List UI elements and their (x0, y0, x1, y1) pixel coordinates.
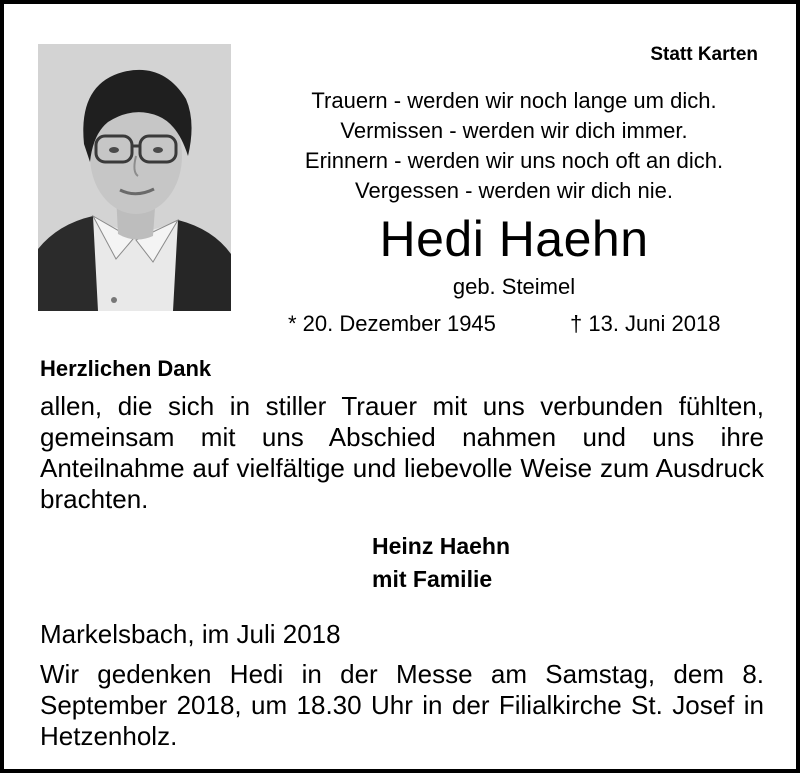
poem (254, 86, 774, 206)
mass-notice: Wir gedenken Hedi in der Messe am Samstag, dem 8. September 2018, um 18.30 Uhr in der Filialkirche St. Josef in Hetzenholz. (40, 659, 764, 751)
place-date: Markelsbach, im Juli 2018 (40, 619, 341, 649)
statt-karten-label: Statt Karten (650, 44, 758, 65)
poem-line: Erinnern - werden wir uns noch oft an dich. (304, 148, 724, 173)
thanks-text: allen, die sich in stiller Trauer mit uns verbunden fühlten, gemeinsam mit uns Abschied nahmen und uns ihre Anteilnahme auf vielfältige und liebevolle Weise zum Ausdruck brachten. (40, 391, 764, 514)
death-date: † 13. Juni 2018 (570, 311, 721, 336)
birth-name: geb. Steimel (452, 274, 576, 299)
poem-line: Vergessen - werden wir dich nie. (355, 178, 673, 203)
signature-name: Heinz Haehn (372, 533, 511, 559)
poem-line: Trauern - werden wir noch lange um dich. (311, 88, 717, 113)
portrait-photo (38, 44, 231, 311)
signature (372, 530, 510, 596)
signature-family: mit Familie (372, 566, 493, 592)
thanks-heading: Herzlichen Dank (40, 356, 212, 381)
poem-line: Vermissen - werden wir dich immer. (340, 118, 688, 143)
birth-date: * 20. Dezember 1945 (288, 311, 496, 336)
deceased-name: Hedi Haehn (379, 211, 649, 267)
